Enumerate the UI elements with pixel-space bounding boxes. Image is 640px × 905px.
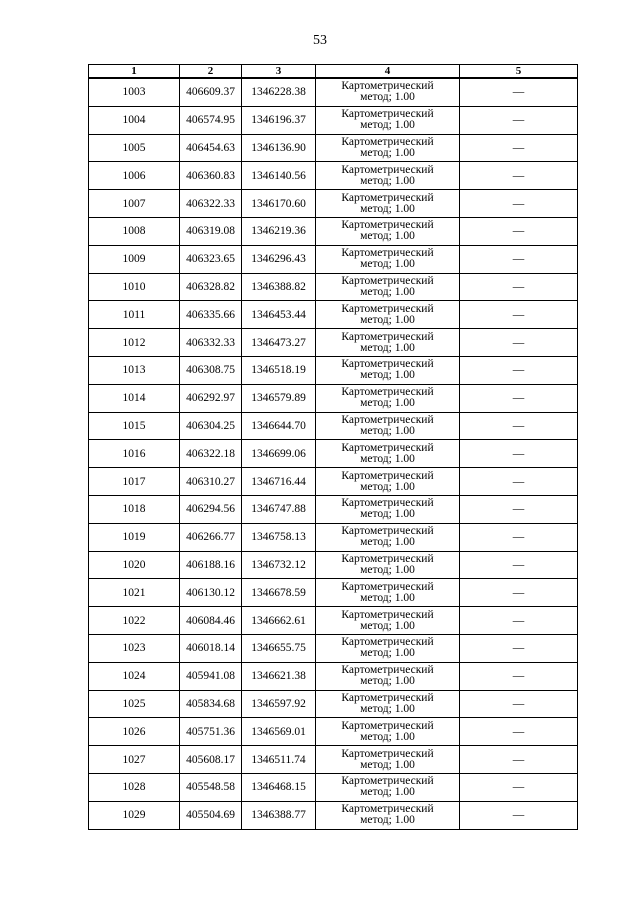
point-id-cell: 1028 [89, 773, 180, 801]
note-cell: — [460, 773, 578, 801]
method-line-2: метод; 1.00 [360, 563, 415, 576]
table-row [89, 301, 578, 329]
y-coordinate-cell: 1346196.37 [242, 106, 316, 134]
page-number: 53 [313, 33, 327, 48]
point-id-cell: 1005 [89, 134, 180, 162]
x-coordinate-cell: 405548.58 [180, 773, 242, 801]
y-coordinate-cell: 1346579.89 [242, 384, 316, 412]
note-cell: — [460, 468, 578, 496]
method-line-1: Картометрический [341, 274, 434, 287]
table-body [89, 78, 578, 829]
method-cell [316, 607, 460, 635]
method-line-1: Картометрический [341, 580, 434, 593]
method-line-2: метод; 1.00 [360, 619, 415, 632]
x-coordinate-cell: 406454.63 [180, 134, 242, 162]
point-id-cell: 1025 [89, 690, 180, 718]
method-line-2: метод; 1.00 [360, 313, 415, 326]
x-coordinate-cell: 406304.25 [180, 412, 242, 440]
note-cell: — [460, 801, 578, 829]
method-line-1: Картометрический [341, 330, 434, 343]
table-row [89, 162, 578, 190]
note-cell: — [460, 746, 578, 774]
point-id-cell: 1008 [89, 217, 180, 245]
table-row [89, 440, 578, 468]
method-line-1: Картометрический [341, 191, 434, 204]
method-line-1: Картометрический [341, 525, 434, 538]
table-row [89, 746, 578, 774]
table-row [89, 634, 578, 662]
point-id-cell: 1013 [89, 356, 180, 384]
y-coordinate-cell: 1346699.06 [242, 440, 316, 468]
method-line-1: Картометрический [341, 441, 434, 454]
table-row [89, 78, 578, 106]
method-cell [316, 468, 460, 496]
method-line-1: Картометрический [341, 108, 434, 121]
method-cell [316, 746, 460, 774]
method-cell [316, 634, 460, 662]
method-cell [316, 579, 460, 607]
method-line-1: Картометрический [341, 691, 434, 704]
table-row [89, 356, 578, 384]
method-line-2: метод; 1.00 [360, 285, 415, 298]
method-cell [316, 162, 460, 190]
method-line-2: метод; 1.00 [360, 536, 415, 549]
point-id-cell: 1020 [89, 551, 180, 579]
method-cell [316, 801, 460, 829]
point-id-cell: 1018 [89, 495, 180, 523]
method-cell [316, 495, 460, 523]
point-id-cell: 1023 [89, 634, 180, 662]
y-coordinate-cell: 1346388.77 [242, 801, 316, 829]
note-cell: — [460, 662, 578, 690]
note-cell: — [460, 607, 578, 635]
method-line-1: Картометрический [341, 302, 434, 315]
note-cell: — [460, 329, 578, 357]
table-row [89, 217, 578, 245]
y-coordinate-cell: 1346136.90 [242, 134, 316, 162]
method-line-1: Картометрический [341, 775, 434, 788]
method-line-2: метод; 1.00 [360, 91, 415, 104]
method-cell [316, 78, 460, 106]
method-line-1: Картометрический [341, 219, 434, 232]
point-id-cell: 1024 [89, 662, 180, 690]
y-coordinate-cell: 1346569.01 [242, 718, 316, 746]
method-line-2: метод; 1.00 [360, 369, 415, 382]
note-cell: — [460, 718, 578, 746]
table-row [89, 329, 578, 357]
column-header: 1 [89, 65, 180, 79]
note-cell: — [460, 217, 578, 245]
point-id-cell: 1012 [89, 329, 180, 357]
method-line-2: метод; 1.00 [360, 786, 415, 799]
method-line-1: Картометрический [341, 636, 434, 649]
y-coordinate-cell: 1346662.61 [242, 607, 316, 635]
method-cell [316, 245, 460, 273]
table-row [89, 773, 578, 801]
note-cell: — [460, 301, 578, 329]
method-line-2: метод; 1.00 [360, 480, 415, 493]
x-coordinate-cell: 406328.82 [180, 273, 242, 301]
method-line-1: Картометрический [341, 719, 434, 732]
y-coordinate-cell: 1346388.82 [242, 273, 316, 301]
point-id-cell: 1009 [89, 245, 180, 273]
x-coordinate-cell: 405834.68 [180, 690, 242, 718]
x-coordinate-cell: 406322.33 [180, 190, 242, 218]
method-cell [316, 662, 460, 690]
note-cell: — [460, 412, 578, 440]
x-coordinate-cell: 406319.08 [180, 217, 242, 245]
method-line-2: метод; 1.00 [360, 758, 415, 771]
table-row [89, 273, 578, 301]
method-line-2: метод; 1.00 [360, 397, 415, 410]
point-id-cell: 1017 [89, 468, 180, 496]
x-coordinate-cell: 406574.95 [180, 106, 242, 134]
x-coordinate-cell: 406308.75 [180, 356, 242, 384]
point-id-cell: 1006 [89, 162, 180, 190]
method-line-1: Картометрический [341, 135, 434, 148]
table-row [89, 468, 578, 496]
table-row [89, 579, 578, 607]
note-cell: — [460, 245, 578, 273]
table-row [89, 190, 578, 218]
y-coordinate-cell: 1346453.44 [242, 301, 316, 329]
point-id-cell: 1007 [89, 190, 180, 218]
method-cell [316, 773, 460, 801]
method-line-2: метод; 1.00 [360, 424, 415, 437]
x-coordinate-cell: 406188.16 [180, 551, 242, 579]
table-row [89, 607, 578, 635]
method-line-2: метод; 1.00 [360, 174, 415, 187]
note-cell: — [460, 440, 578, 468]
y-coordinate-cell: 1346228.38 [242, 78, 316, 106]
point-id-cell: 1029 [89, 801, 180, 829]
method-cell [316, 718, 460, 746]
method-cell [316, 190, 460, 218]
note-cell: — [460, 273, 578, 301]
method-cell [316, 273, 460, 301]
method-cell [316, 329, 460, 357]
method-line-2: метод; 1.00 [360, 341, 415, 354]
x-coordinate-cell: 406360.83 [180, 162, 242, 190]
x-coordinate-cell: 406332.33 [180, 329, 242, 357]
y-coordinate-cell: 1346716.44 [242, 468, 316, 496]
table-row [89, 662, 578, 690]
method-cell [316, 217, 460, 245]
y-coordinate-cell: 1346678.59 [242, 579, 316, 607]
method-line-2: метод; 1.00 [360, 508, 415, 521]
coordinates-table [88, 64, 578, 830]
method-line-2: метод; 1.00 [360, 591, 415, 604]
x-coordinate-cell: 405751.36 [180, 718, 242, 746]
point-id-cell: 1022 [89, 607, 180, 635]
y-coordinate-cell: 1346296.43 [242, 245, 316, 273]
method-cell [316, 301, 460, 329]
y-coordinate-cell: 1346621.38 [242, 662, 316, 690]
y-coordinate-cell: 1346473.27 [242, 329, 316, 357]
table-row [89, 718, 578, 746]
x-coordinate-cell: 405608.17 [180, 746, 242, 774]
method-cell [316, 412, 460, 440]
point-id-cell: 1014 [89, 384, 180, 412]
note-cell: — [460, 523, 578, 551]
table-row [89, 134, 578, 162]
table-row [89, 245, 578, 273]
table-row [89, 801, 578, 829]
method-line-2: метод; 1.00 [360, 452, 415, 465]
method-line-2: метод; 1.00 [360, 119, 415, 132]
x-coordinate-cell: 406335.66 [180, 301, 242, 329]
note-cell: — [460, 551, 578, 579]
y-coordinate-cell: 1346511.74 [242, 746, 316, 774]
point-id-cell: 1016 [89, 440, 180, 468]
table-row [89, 690, 578, 718]
y-coordinate-cell: 1346170.60 [242, 190, 316, 218]
method-line-1: Картометрический [341, 608, 434, 621]
y-coordinate-cell: 1346655.75 [242, 634, 316, 662]
method-cell [316, 356, 460, 384]
x-coordinate-cell: 406322.18 [180, 440, 242, 468]
y-coordinate-cell: 1346597.92 [242, 690, 316, 718]
method-line-2: метод; 1.00 [360, 202, 415, 215]
note-cell: — [460, 78, 578, 106]
point-id-cell: 1004 [89, 106, 180, 134]
method-line-2: метод; 1.00 [360, 702, 415, 715]
method-line-1: Картометрический [341, 803, 434, 816]
note-cell: — [460, 106, 578, 134]
point-id-cell: 1021 [89, 579, 180, 607]
method-line-1: Картометрический [341, 497, 434, 510]
y-coordinate-cell: 1346518.19 [242, 356, 316, 384]
method-cell [316, 690, 460, 718]
point-id-cell: 1019 [89, 523, 180, 551]
method-line-1: Картометрический [341, 664, 434, 677]
point-id-cell: 1027 [89, 746, 180, 774]
y-coordinate-cell: 1346732.12 [242, 551, 316, 579]
table-row [89, 551, 578, 579]
method-line-2: метод; 1.00 [360, 675, 415, 688]
table-header-row [89, 65, 578, 79]
x-coordinate-cell: 406323.65 [180, 245, 242, 273]
table-row [89, 384, 578, 412]
method-cell [316, 384, 460, 412]
method-line-1: Картометрический [341, 80, 434, 93]
x-coordinate-cell: 405504.69 [180, 801, 242, 829]
x-coordinate-cell: 406266.77 [180, 523, 242, 551]
method-cell [316, 523, 460, 551]
y-coordinate-cell: 1346219.36 [242, 217, 316, 245]
method-line-1: Картометрический [341, 163, 434, 176]
table-row [89, 495, 578, 523]
x-coordinate-cell: 406018.14 [180, 634, 242, 662]
note-cell: — [460, 690, 578, 718]
x-coordinate-cell: 406130.12 [180, 579, 242, 607]
table-row [89, 523, 578, 551]
method-line-2: метод; 1.00 [360, 730, 415, 743]
note-cell: — [460, 634, 578, 662]
x-coordinate-cell: 406084.46 [180, 607, 242, 635]
note-cell: — [460, 134, 578, 162]
method-line-2: метод; 1.00 [360, 146, 415, 159]
point-id-cell: 1010 [89, 273, 180, 301]
method-cell [316, 551, 460, 579]
method-cell [316, 134, 460, 162]
method-line-1: Картометрический [341, 358, 434, 371]
method-line-2: метод; 1.00 [360, 814, 415, 827]
point-id-cell: 1015 [89, 412, 180, 440]
method-line-1: Картометрический [341, 747, 434, 760]
point-id-cell: 1011 [89, 301, 180, 329]
note-cell: — [460, 356, 578, 384]
x-coordinate-cell: 406294.56 [180, 495, 242, 523]
method-line-2: метод; 1.00 [360, 647, 415, 660]
method-line-2: метод; 1.00 [360, 258, 415, 271]
method-cell [316, 440, 460, 468]
method-line-2: метод; 1.00 [360, 230, 415, 243]
y-coordinate-cell: 1346758.13 [242, 523, 316, 551]
y-coordinate-cell: 1346747.88 [242, 495, 316, 523]
column-header: 2 [180, 65, 242, 79]
column-header: 4 [316, 65, 460, 79]
column-header: 3 [242, 65, 316, 79]
method-line-1: Картометрический [341, 247, 434, 260]
method-line-1: Картометрический [341, 552, 434, 565]
x-coordinate-cell: 405941.08 [180, 662, 242, 690]
y-coordinate-cell: 1346644.70 [242, 412, 316, 440]
table-row [89, 412, 578, 440]
table-row [89, 106, 578, 134]
column-header: 5 [460, 65, 578, 79]
method-line-1: Картометрический [341, 413, 434, 426]
y-coordinate-cell: 1346468.15 [242, 773, 316, 801]
x-coordinate-cell: 406609.37 [180, 78, 242, 106]
method-line-1: Картометрический [341, 469, 434, 482]
method-line-1: Картометрический [341, 386, 434, 399]
point-id-cell: 1003 [89, 78, 180, 106]
x-coordinate-cell: 406310.27 [180, 468, 242, 496]
point-id-cell: 1026 [89, 718, 180, 746]
method-cell [316, 106, 460, 134]
y-coordinate-cell: 1346140.56 [242, 162, 316, 190]
note-cell: — [460, 162, 578, 190]
x-coordinate-cell: 406292.97 [180, 384, 242, 412]
note-cell: — [460, 190, 578, 218]
note-cell: — [460, 495, 578, 523]
note-cell: — [460, 579, 578, 607]
note-cell: — [460, 384, 578, 412]
